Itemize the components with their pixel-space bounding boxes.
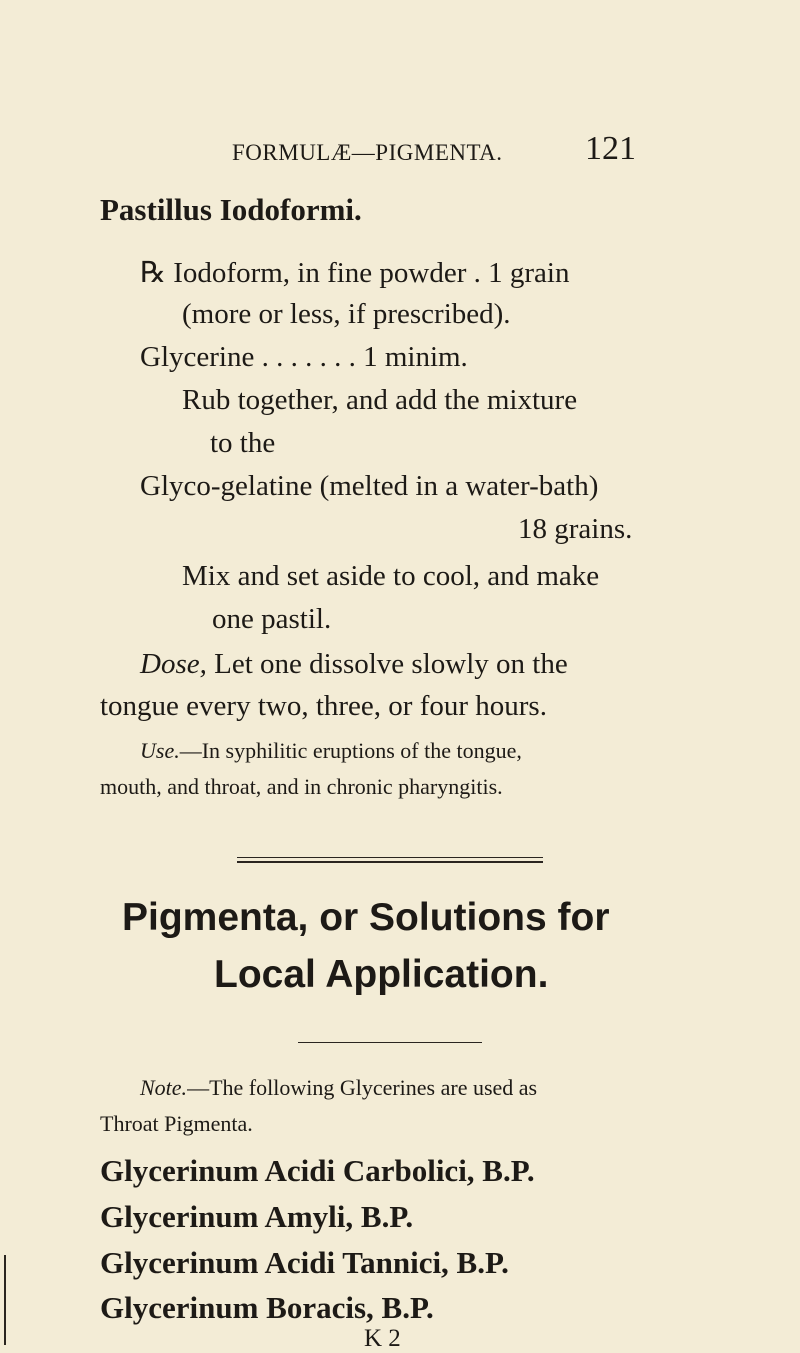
running-title: FORMULÆ—PIGMENTA.: [232, 140, 503, 165]
recipe-line-1: ℞ Iodoform, in fine powder . 1 grain: [140, 257, 570, 289]
recipe-line-4: Rub together, and add the mixture: [182, 384, 578, 416]
recipe-line-5: to the: [210, 427, 276, 459]
glycerinum-item: Glycerinum Amyli, B.P.: [100, 1199, 414, 1234]
double-rule-top: [237, 857, 543, 858]
dose-line: [140, 648, 568, 681]
pastillus-title: Pastillus Iodoformi.: [100, 192, 362, 227]
binding-edge: [4, 1255, 6, 1345]
glycerinum-item: Glycerinum Boracis, B.P.: [100, 1290, 434, 1325]
recipe-line-8: Mix and set aside to cool, and make: [182, 560, 600, 592]
dose-label: Dose,: [140, 648, 207, 680]
glycerinum-item: Glycerinum Acidi Tannici, B.P.: [100, 1245, 509, 1280]
use-line: [140, 738, 522, 764]
note-line: [140, 1075, 537, 1101]
use-text: —In syphilitic eruptions of the tongue,: [179, 738, 522, 763]
note-text: —The following Glycerines are used as: [187, 1075, 538, 1100]
recipe-line-7: 18 grains.: [518, 513, 633, 545]
recipe-line-6: Glyco-gelatine (melted in a water-bath): [140, 470, 599, 502]
recipe-line-3: Glycerine . . . . . . . 1 minim.: [140, 341, 468, 373]
pigmenta-title-line-2: Local Application.: [214, 953, 549, 996]
dose-line-2: tongue every two, three, or four hours.: [100, 690, 547, 722]
pigmenta-title-line-1: Pigmenta, or Solutions for: [122, 896, 610, 939]
use-line-2: mouth, and throat, and in chronic pharyngitis.: [100, 774, 503, 799]
section-rule: [298, 1042, 482, 1043]
glycerinum-item: Glycerinum Acidi Carbolici, B.P.: [100, 1153, 535, 1188]
dose-text: Let one dissolve slowly on the: [206, 648, 568, 680]
page-number: 121: [585, 130, 636, 167]
double-rule-bottom: [237, 861, 543, 863]
recipe-line-2: (more or less, if prescribed).: [182, 298, 511, 330]
use-label: Use.: [140, 738, 180, 763]
note-label: Note.: [140, 1075, 188, 1100]
note-line-2: Throat Pigmenta.: [100, 1111, 253, 1136]
recipe-line-9: one pastil.: [212, 603, 332, 635]
signature-mark: K 2: [364, 1325, 401, 1352]
